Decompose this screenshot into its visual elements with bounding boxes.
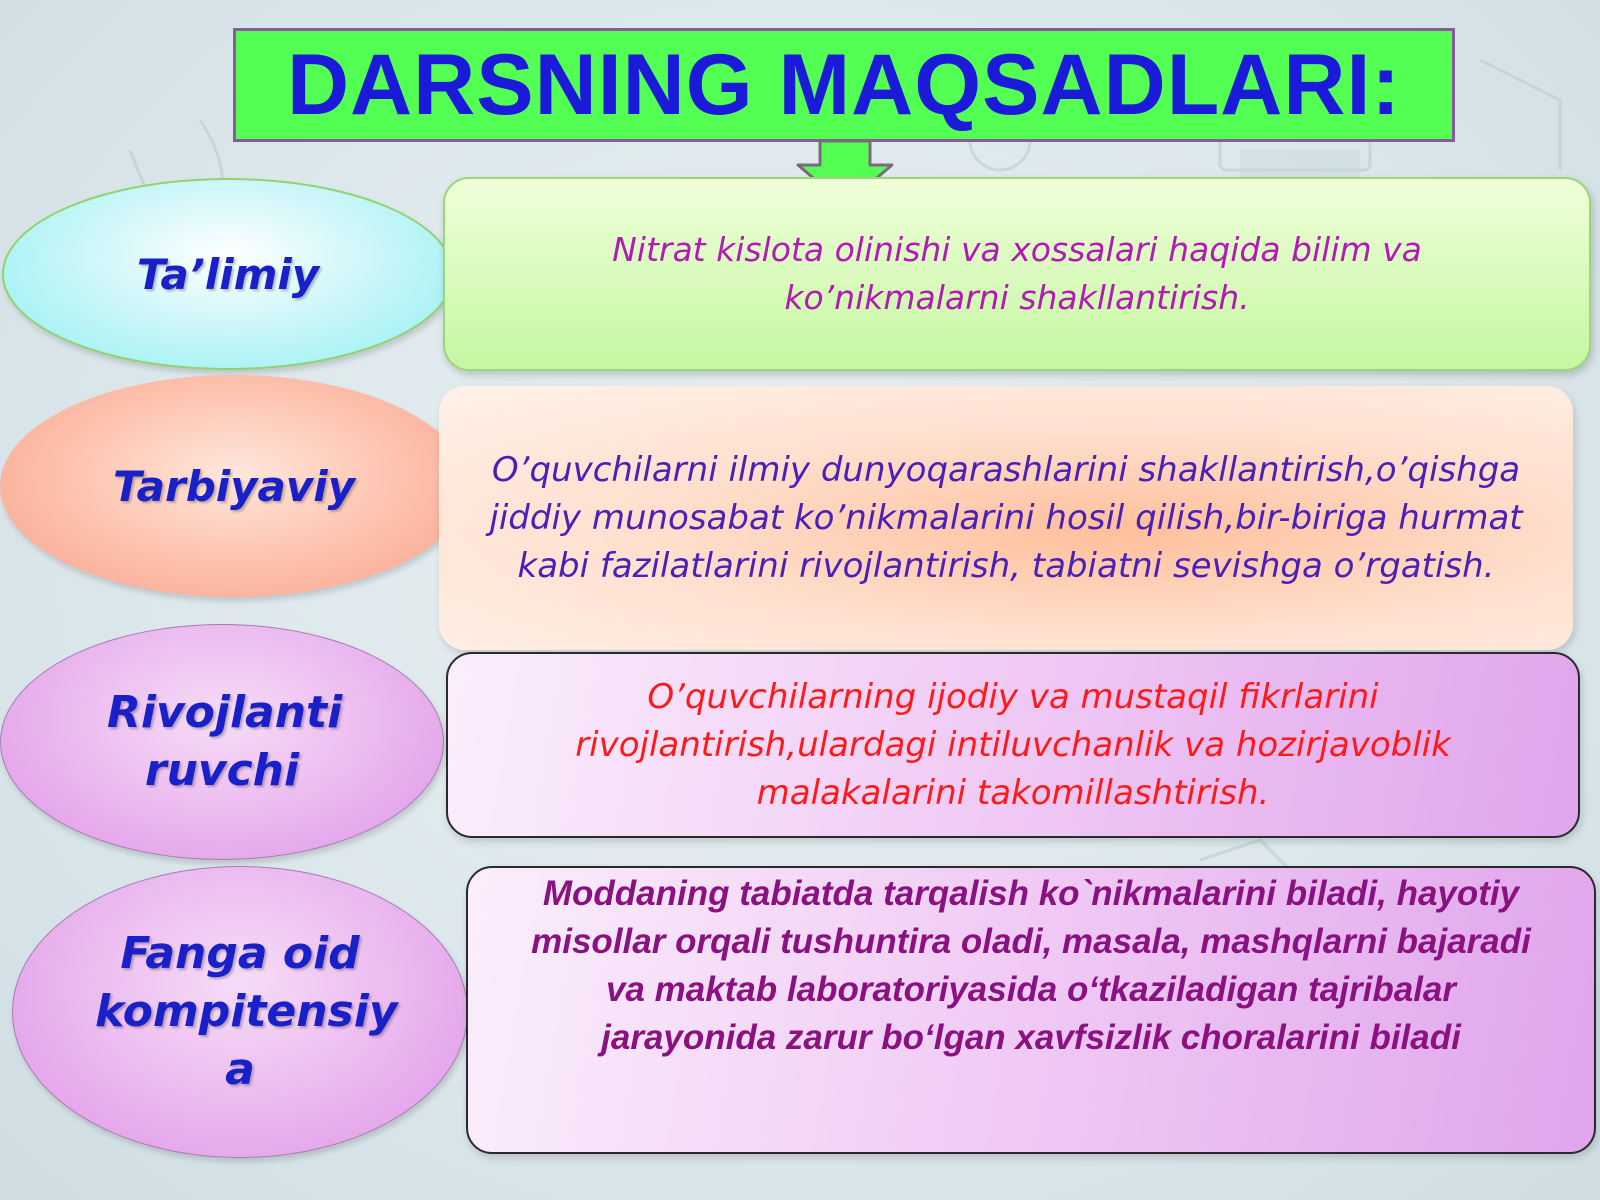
goal-text: O’quvchilarni ilmiy dunyoqarashlarini shakllantirish,o’qishga jiddiy munosabat ko’nikmalarini hosil qilish,bir-biriga hurmat kabi fazilatlarini rivojlantirish, tabiatni sevishga o’rgatish. — [489, 450, 1523, 586]
goal-label-talimiy — [2, 178, 454, 370]
goal-label-kompitensiya — [12, 866, 468, 1158]
goal-label-text: Rivojlanti ruvchi — [107, 687, 343, 796]
goal-box-talimiy — [443, 177, 1591, 371]
goal-text: Moddaning tabiatda tarqalish ko`nikmalarini biladi, hayotiy misollar orqali tushuntira oladi, masala, mashqlarni bajaradi va maktab laboratoriyasida o‘tkaziladigan tajribalar jarayonida zarur bo‘lgan xavfsizlik choralarini biladi — [531, 874, 1531, 1057]
goal-label-text: Fanga oid kompitensiy a — [95, 928, 398, 1095]
page-title: DARSNING MAQSADLARI: — [286, 36, 1402, 133]
title-banner — [233, 28, 1455, 142]
goal-label-text: Ta’limiy — [136, 249, 320, 299]
goal-box-tarbiyaviy — [439, 386, 1573, 650]
goal-box-rivojlantiruvchi — [446, 652, 1580, 838]
goal-label-tarbiyaviy — [0, 375, 468, 597]
goal-label-text: Tarbiyaviy — [112, 461, 356, 511]
goal-label-rivojlantiruvchi — [0, 624, 444, 860]
goal-box-kompitensiya — [466, 866, 1596, 1154]
goal-text: Nitrat kislota olinishi va xossalari haqida bilim va ko’nikmalarni shakllantirish. — [612, 230, 1422, 317]
goal-text: O’quvchilarning ijodiy va mustaqil fikrlarini rivojlantirish,ulardagi intiluvchanlik va hozirjavoblik malakalarini takomillashtirish. — [575, 677, 1451, 813]
